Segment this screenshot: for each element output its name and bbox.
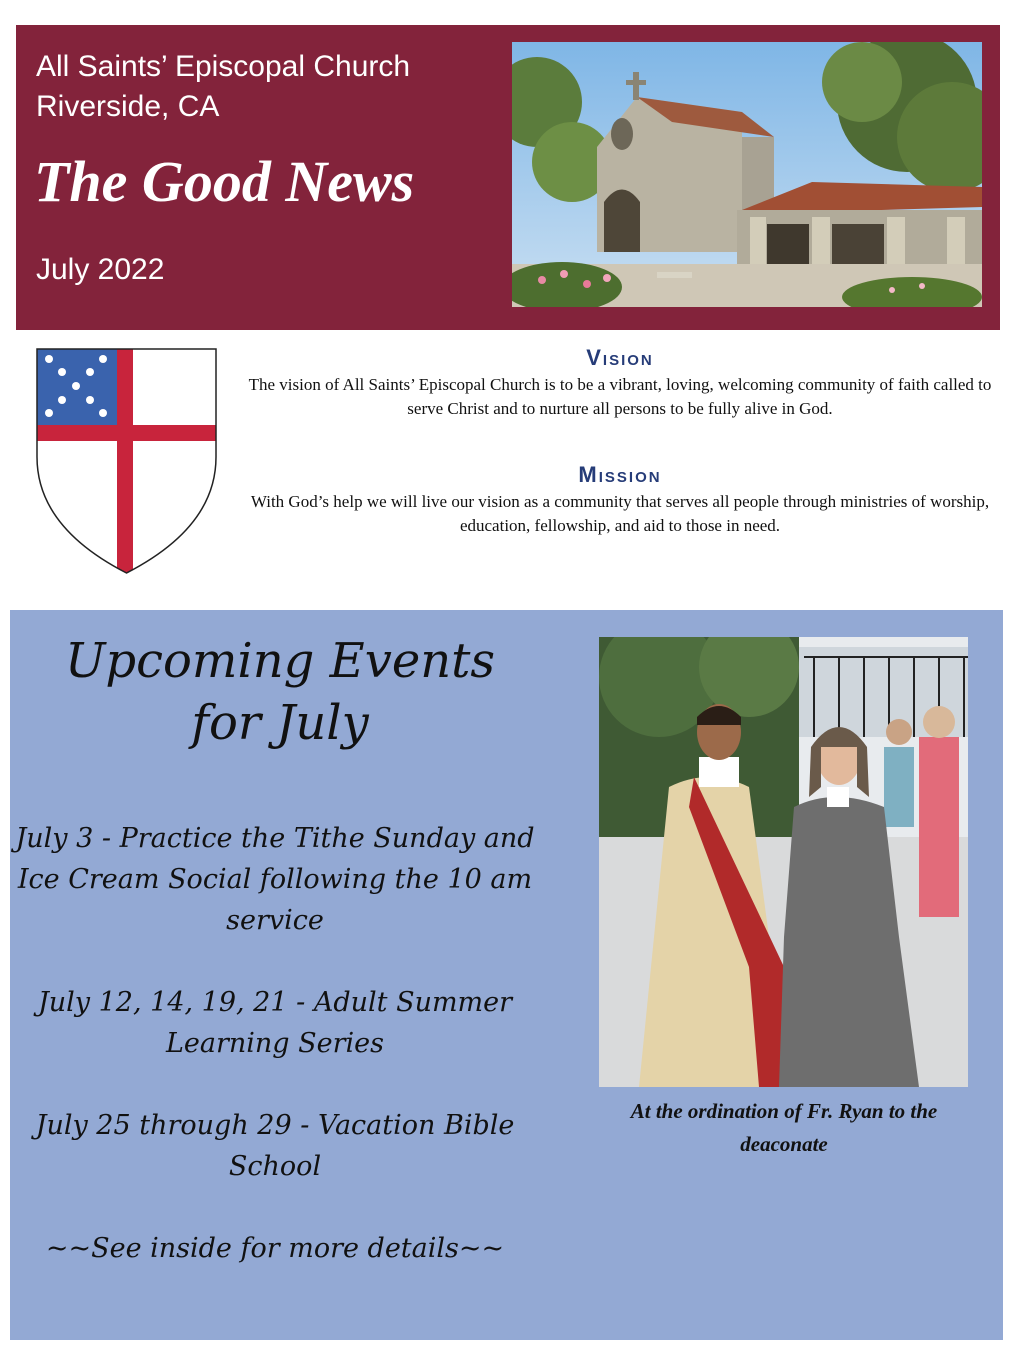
church-location: Riverside, CA — [36, 90, 220, 123]
see-inside-note: ~~See inside for more details~~ — [45, 1233, 505, 1264]
masthead — [16, 25, 1000, 330]
church-name-block — [36, 47, 410, 127]
upcoming-events-panel — [10, 610, 1003, 1340]
events-title — [10, 630, 550, 754]
event-item: July 25 through 29 - Vacation Bible School — [35, 1110, 515, 1182]
mission-section — [245, 460, 995, 538]
vision-section — [245, 343, 995, 421]
newsletter-title: The Good News — [34, 149, 415, 214]
events-title-line-1: Upcoming Events — [64, 633, 496, 689]
event-list — [10, 818, 540, 1269]
vision-heading: Vision — [586, 345, 654, 370]
ordination-photo — [599, 637, 968, 1087]
vision-text: The vision of All Saints’ Episcopal Church is to be a vibrant, loving, welcoming community of faith called to serve Christ and to nurture all persons to be fully alive in God. — [248, 375, 992, 418]
episcopal-shield-icon — [35, 347, 218, 575]
event-item: July 3 - Practice the Tithe Sunday and Ice Cream Social following the 10 am service — [15, 823, 535, 936]
church-name: All Saints’ Episcopal Church — [36, 50, 411, 83]
episcopal-shield-logo — [35, 347, 218, 575]
ordination-people-image — [599, 637, 968, 1087]
photo-caption: At the ordination of Fr. Ryan to the deaconate — [630, 1099, 938, 1156]
events-title-line-2: for July — [191, 695, 369, 751]
issue-date: July 2022 — [36, 253, 165, 286]
mission-heading: Mission — [578, 462, 662, 487]
mission-text: With God’s help we will live our vision as a community that serves all people through ministries of worship, education, fellowship, and aid to those in need. — [250, 492, 990, 535]
church-photo — [512, 42, 982, 307]
event-item: July 12, 14, 19, 21 - Adult Summer Learning Series — [37, 987, 513, 1059]
church-building-image — [512, 42, 982, 307]
